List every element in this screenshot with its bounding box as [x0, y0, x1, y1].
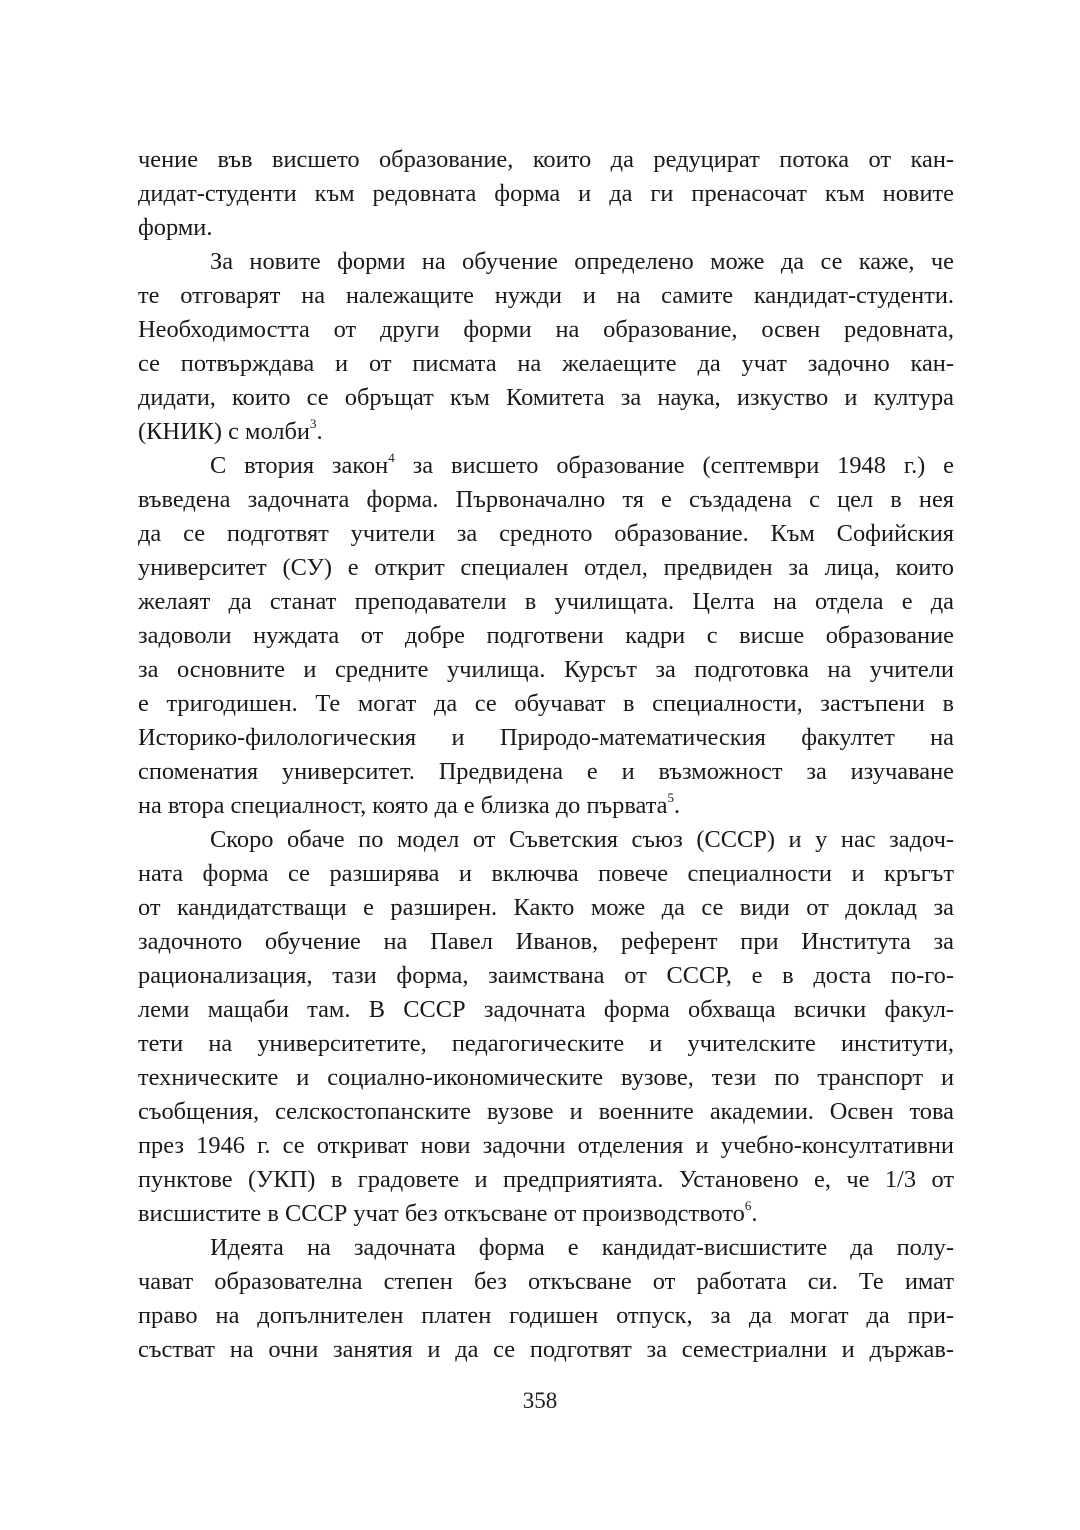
- footnote-ref: 3: [309, 416, 317, 431]
- text-line: чение във висшето образование, които да редуцират потока от кан-: [138, 146, 954, 173]
- text-line: Скоро обаче по модел от Съветския съюз (СССР) и у нас задоч-: [210, 826, 954, 853]
- text-line: [138, 415, 954, 449]
- text-line: тети на университетите, педагогическите и учителските институти,: [138, 1030, 954, 1057]
- text-line: университет (СУ) е открит специален отдел, предвиден за лица, които: [138, 554, 954, 581]
- footnote-ref: 4: [388, 450, 395, 465]
- footnote-ref: 6: [744, 1198, 752, 1213]
- text-line: те отговарят на належащите нужди и на самите кандидат-студенти.: [138, 282, 954, 309]
- text-line: [138, 1197, 954, 1231]
- text-line: [138, 789, 954, 823]
- text-line: форми.: [138, 214, 213, 241]
- text-line: да се подготвят учители за средното образование. Към Софийския: [138, 520, 954, 547]
- text-line: техническите и социално-икономическите вузове, тези по транспорт и: [138, 1064, 954, 1091]
- paragraph-2: [138, 245, 954, 449]
- text-line: Историко-филологическия и Природо-математическия факултет на: [138, 724, 954, 751]
- page-number: 358: [522, 1388, 558, 1413]
- text-line: от кандидатстващи е разширен. Както може да се види от доклад за: [138, 894, 954, 921]
- text-line: [138, 449, 954, 483]
- text-line: чават образователна степен без откъсване от работата си. Те имат: [138, 1268, 954, 1295]
- text-line: въведена задочната форма. Първоначално тя е създадена с цел в нея: [138, 486, 954, 513]
- text-line: Идеята на задочната форма е кандидат-висшистите да полу-: [210, 1234, 954, 1261]
- text-line: пунктове (УКП) в градовете и предприятията. Установено е, че 1/3 от: [138, 1166, 954, 1193]
- punctuation: .: [751, 1200, 758, 1227]
- text-line: състват на очни занятия и да се подготвят за семестриални и държав-: [138, 1336, 954, 1363]
- footnote-ref: 5: [667, 790, 675, 805]
- text-line: през 1946 г. се откриват нови задочни отделения и учебно-консултативни: [138, 1132, 954, 1159]
- text-line: За новите форми на обучение определено може да се каже, че: [210, 248, 954, 275]
- text-line: ната форма се разширява и включва повече специалности и кръгът: [138, 860, 954, 887]
- text-run: висшистите в СССР учат без откъсване от производството: [138, 1200, 745, 1227]
- text-run: за висшето образование (септември 1948 г.) е: [394, 452, 954, 479]
- text-line: се потвърждава и от писмата на желаещите да учат задочно кан-: [138, 350, 954, 377]
- text-line: Необходимостта от други форми на образование, освен редовната,: [138, 316, 954, 343]
- text-line: споменатия университет. Предвидена е и възможност за изучаване: [138, 758, 954, 785]
- text-run: на втора специалност, която да е близка до първата: [138, 792, 668, 819]
- text-line: съобщения, селскостопанските вузове и военните академии. Освен това: [138, 1098, 954, 1125]
- text-line: право на допълнителен платен годишен отпуск, за да могат да при-: [138, 1302, 954, 1329]
- punctuation: .: [674, 792, 681, 819]
- paragraph-3: [138, 449, 954, 823]
- paragraph-5: [138, 1231, 954, 1367]
- text-line: рационализация, тази форма, заимствана от СССР, е в доста по-го-: [138, 962, 954, 989]
- page-body: [138, 143, 954, 1367]
- text-run: С втория закон: [210, 452, 389, 479]
- text-line: желаят да станат преподаватели в училищата. Целта на отдела е да: [138, 588, 954, 615]
- text-line: леми мащаби там. В СССР задочната форма обхваща всички факул-: [138, 996, 954, 1023]
- text-line: дидат-студенти към редовната форма и да ги пренасочат към новите: [138, 180, 954, 207]
- text-line: дидати, които се обръщат към Комитета за наука, изкуство и култура: [138, 384, 954, 411]
- text-run: (КНИК) с молби: [138, 418, 310, 445]
- paragraph-4: [138, 823, 954, 1231]
- text-line: е тригодишен. Те могат да се обучават в специалности, застъпени в: [138, 690, 954, 717]
- text-line: задочното обучение на Павел Иванов, референт при Института за: [138, 928, 954, 955]
- punctuation: .: [316, 418, 323, 445]
- paragraph-1: [138, 143, 954, 245]
- text-line: за основните и средните училища. Курсът за подготовка на учители: [138, 656, 954, 683]
- text-line: задоволи нуждата от добре подготвени кадри с висше образование: [138, 622, 954, 649]
